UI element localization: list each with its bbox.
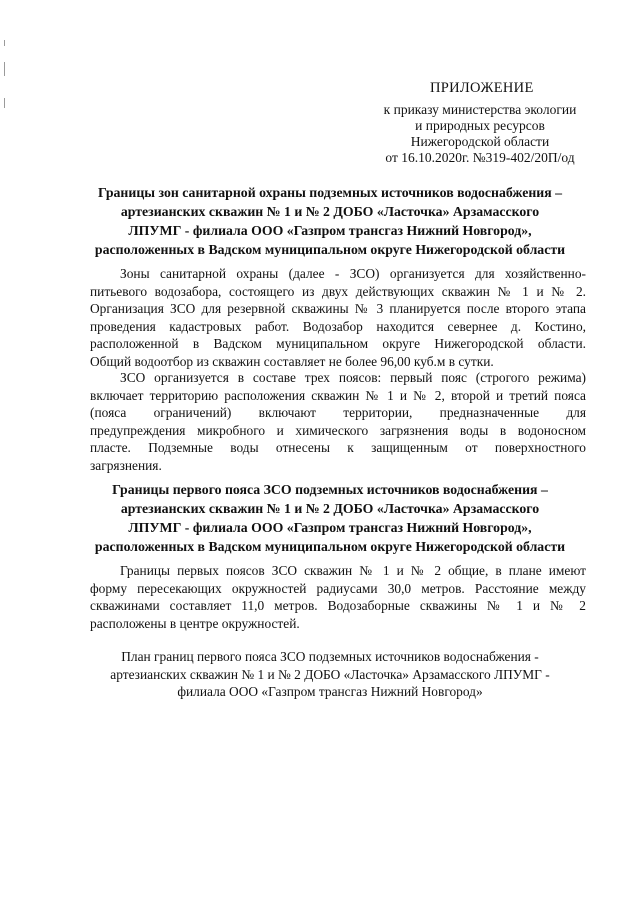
paragraph-line: скважинами составляет 11,0 метров. Водозаборные скважины № 1 и № 2 xyxy=(90,598,586,613)
plan-caption-line: филиала ООО «Газпром трансгаз Нижний Новгород» xyxy=(177,684,483,699)
paragraph-belts xyxy=(90,369,586,474)
paragraph-line: форму пересекающих окружностей радиусами 30,0 метров. Расстояние между xyxy=(90,580,586,596)
first-belt-heading-line: артезианских скважин № 1 и № 2 ДОБО «Ласточка» Арзамасского xyxy=(120,501,540,516)
main-heading xyxy=(60,183,600,259)
paragraph-line: (пояса ограничений) включают территории, предназначенные для xyxy=(90,405,586,420)
paragraph-line: пласте. Подземные воды отнесены к защищенным от поверхностного xyxy=(90,440,586,455)
scan-edge-mark xyxy=(4,62,5,76)
first-belt-heading-line: ЛПУМГ - филиала ООО «Газпром трансгаз Нижний Новгород», xyxy=(128,520,532,535)
paragraph-line: Общий водоотбор из скважин составляет не более 96,00 куб.м в сутки. xyxy=(90,353,494,369)
main-heading-line: артезианских скважин № 1 и № 2 ДОБО «Ласточка» Арзамасского xyxy=(120,204,540,219)
paragraph-first-belt xyxy=(90,562,586,632)
scan-edge-mark xyxy=(4,40,5,46)
paragraph-line: питьевого водозабора, состоящего из двух действующих скважин № 1 и № 2. xyxy=(90,283,586,299)
scan-edge-mark xyxy=(4,98,5,108)
paragraph-line: предупреждения микробного и химического загрязнения воды в водоносном xyxy=(90,422,586,438)
appendix-ref-line: Нижегородской области xyxy=(410,134,550,149)
appendix-ref-line: от 16.10.2020г. №319-402/20П/од xyxy=(385,150,575,165)
plan-caption-line: План границ первого пояса ЗСО подземных источников водоснабжения - xyxy=(121,649,539,664)
paragraph-line: расположенной в Вадском муниципальном округе Нижегородской области. xyxy=(90,336,586,351)
paragraph-line: включает территорию расположения скважин № 1 и № 2, второй и третий пояса xyxy=(90,387,586,403)
appendix-reference xyxy=(360,102,600,166)
main-heading-line: ЛПУМГ - филиала ООО «Газпром трансгаз Нижний Новгород», xyxy=(128,223,532,238)
paragraph-line: проведения кадастровых работ. Водозабор находится севернее д. Костино, xyxy=(90,318,586,334)
paragraph-line: ЗСО организуется в составе трех поясов: первый пояс (строгого режима) xyxy=(120,370,586,385)
main-heading-line: расположенных в Вадском муниципальном округе Нижегородской области xyxy=(94,242,566,257)
appendix-title: ПРИЛОЖЕНИЕ xyxy=(430,80,534,96)
plan-caption-line: артезианских скважин № 1 и № 2 ДОБО «Ласточка» Арзамасского ЛПУМГ - xyxy=(110,666,550,682)
paragraph-line: Границы первых поясов ЗСО скважин № 1 и № 2 общие, в плане имеют xyxy=(120,563,586,578)
appendix-ref-line: к приказу министерства экологии xyxy=(383,102,577,117)
paragraph-line: Организация ЗСО для резервной скважины № 3 планируется после второго этапа xyxy=(90,301,586,316)
paragraph-line: Зоны санитарной охраны (далее - ЗСО) организуется для хозяйственно- xyxy=(120,266,586,281)
main-heading-line: Границы зон санитарной охраны подземных источников водоснабжения – xyxy=(97,185,563,200)
paragraph-line: загрязнения. xyxy=(90,457,162,473)
first-belt-heading-line: Границы первого пояса ЗСО подземных источников водоснабжения – xyxy=(112,482,548,497)
paragraph-line: расположены в центре окружностей. xyxy=(90,615,300,631)
paragraph-zones xyxy=(90,265,586,370)
first-belt-heading xyxy=(60,480,600,556)
plan-caption xyxy=(60,648,600,701)
first-belt-heading-line: расположенных в Вадском муниципальном округе Нижегородской области xyxy=(94,539,566,554)
appendix-ref-line: и природных ресурсов xyxy=(415,118,545,133)
